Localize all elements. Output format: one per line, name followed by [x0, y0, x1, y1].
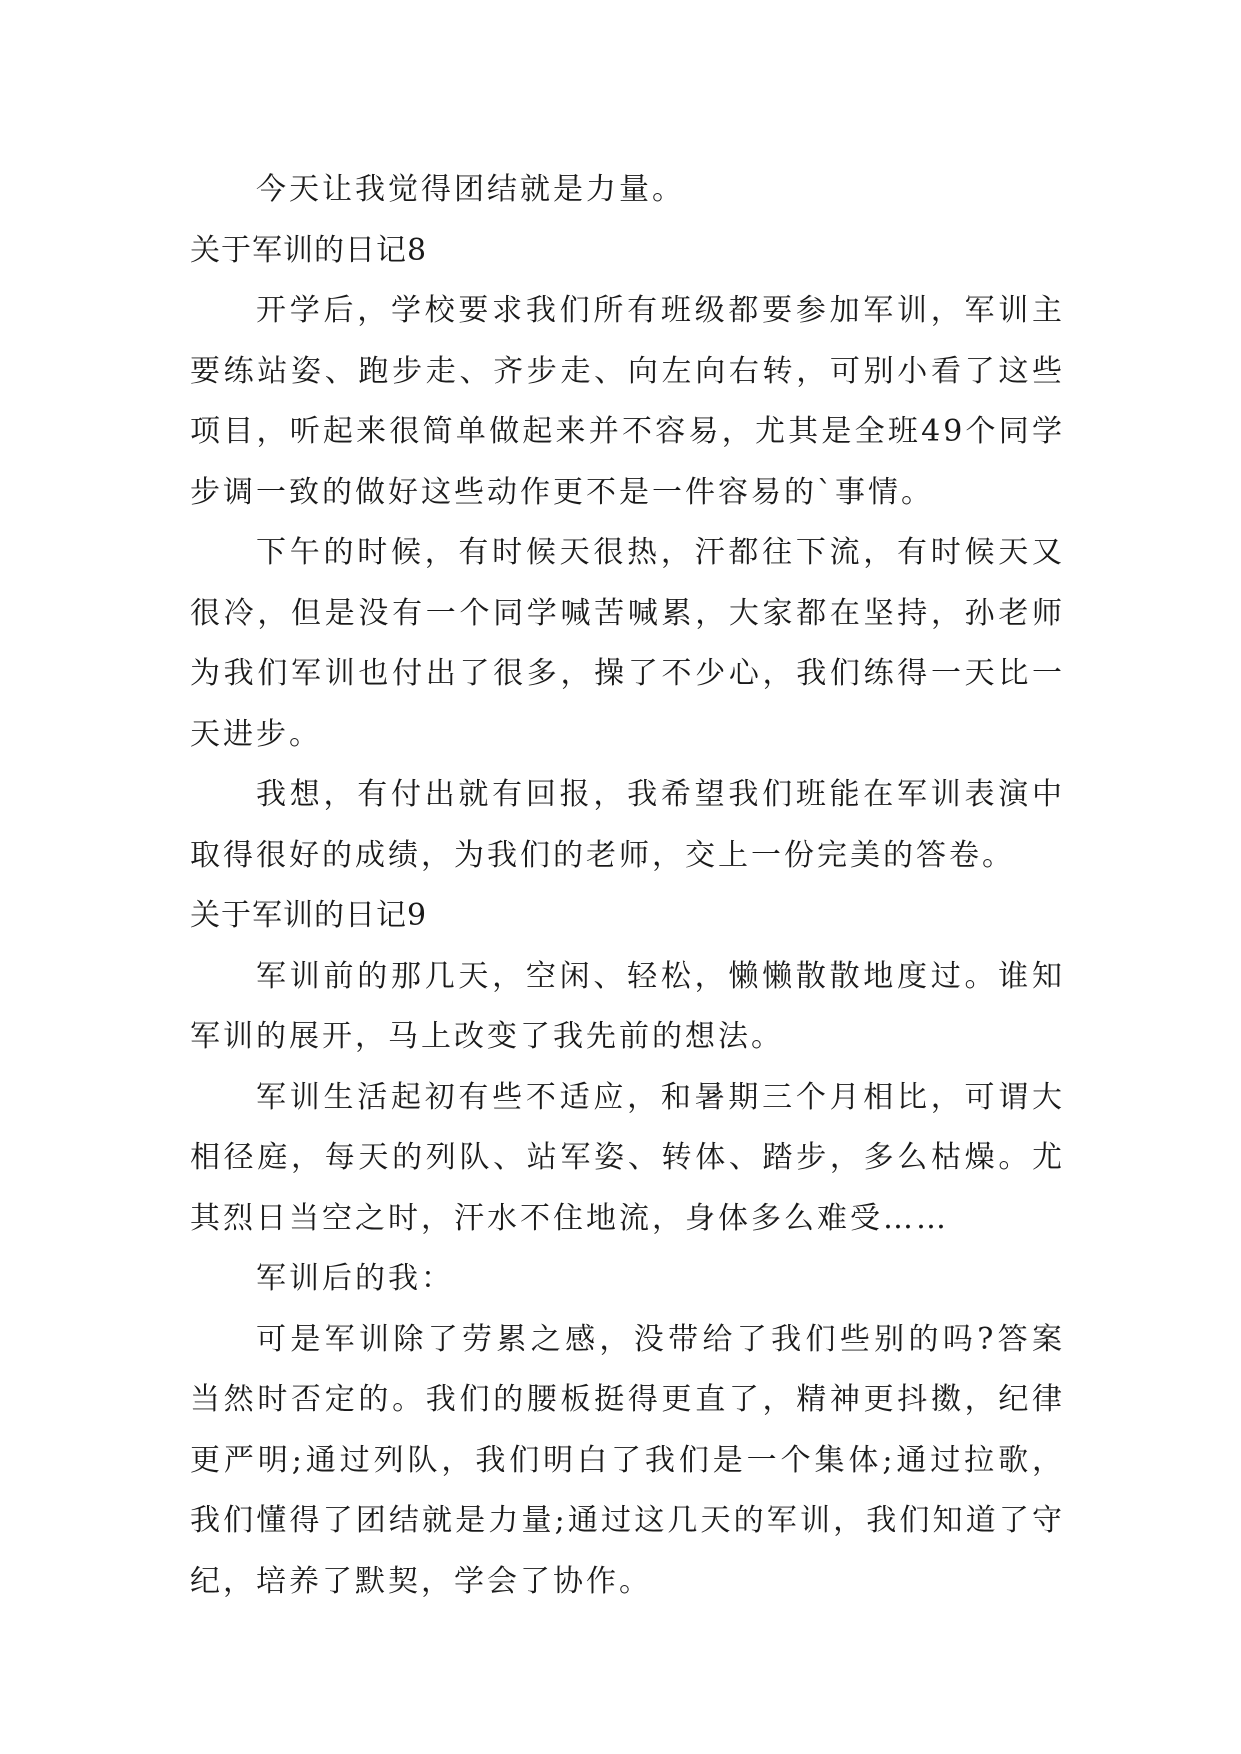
diary-heading-9: 关于军训的日记9: [190, 898, 428, 933]
paragraph-9-3: 军训后的我：: [256, 1261, 454, 1296]
paragraph-intro-closing: 今天让我觉得团结就是力量。: [256, 172, 685, 207]
paragraph-9-4: 可是军训除了劳累之感，没带给了我们些别的吗?答案当然时否定的。我们的腰板挺得更直了，精神更抖擞，纪律更严明;通过列队，我们明白了我们是一个集体;通过拉歌，我们懂得了团结就是力量;通过这几天的军训，我们知道了守纪，培养了默契，学会了协作。: [190, 1321, 1065, 1599]
diary-heading-8: 关于军训的日记8: [190, 232, 428, 268]
paragraph-9-2: 军训生活起初有些不适应，和暑期三个月相比，可谓大相径庭，每天的列队、站军姿、转体、踏步，多么枯燥。尤其烈日当空之时，汗水不住地流，身体多么难受……: [190, 1079, 1065, 1236]
paragraph-9-1: 军训前的那几天，空闲、轻松，懒懒散散地度过。谁知军训的展开，马上改变了我先前的想法。: [190, 958, 1065, 1054]
document-body: [190, 160, 1065, 1612]
paragraph-8-3: 我想，有付出就有回报，我希望我们班能在军训表演中取得很好的成绩，为我们的老师，交上一份完美的答卷。: [190, 777, 1065, 873]
paragraph-8-1: 开学后，学校要求我们所有班级都要参加军训，军训主要练站姿、跑步走、齐步走、向左向右转，可别小看了这些项目，听起来很简单做起来并不容易，尤其是全班49个同学步调一致的做好这些动作更不是一件容易的`事情。: [190, 293, 1065, 510]
paragraph-8-2: 下午的时候，有时候天很热，汗都往下流，有时候天又很冷，但是没有一个同学喊苦喊累，大家都在坚持，孙老师为我们军训也付出了很多，操了不少心，我们练得一天比一天进步。: [190, 535, 1065, 752]
